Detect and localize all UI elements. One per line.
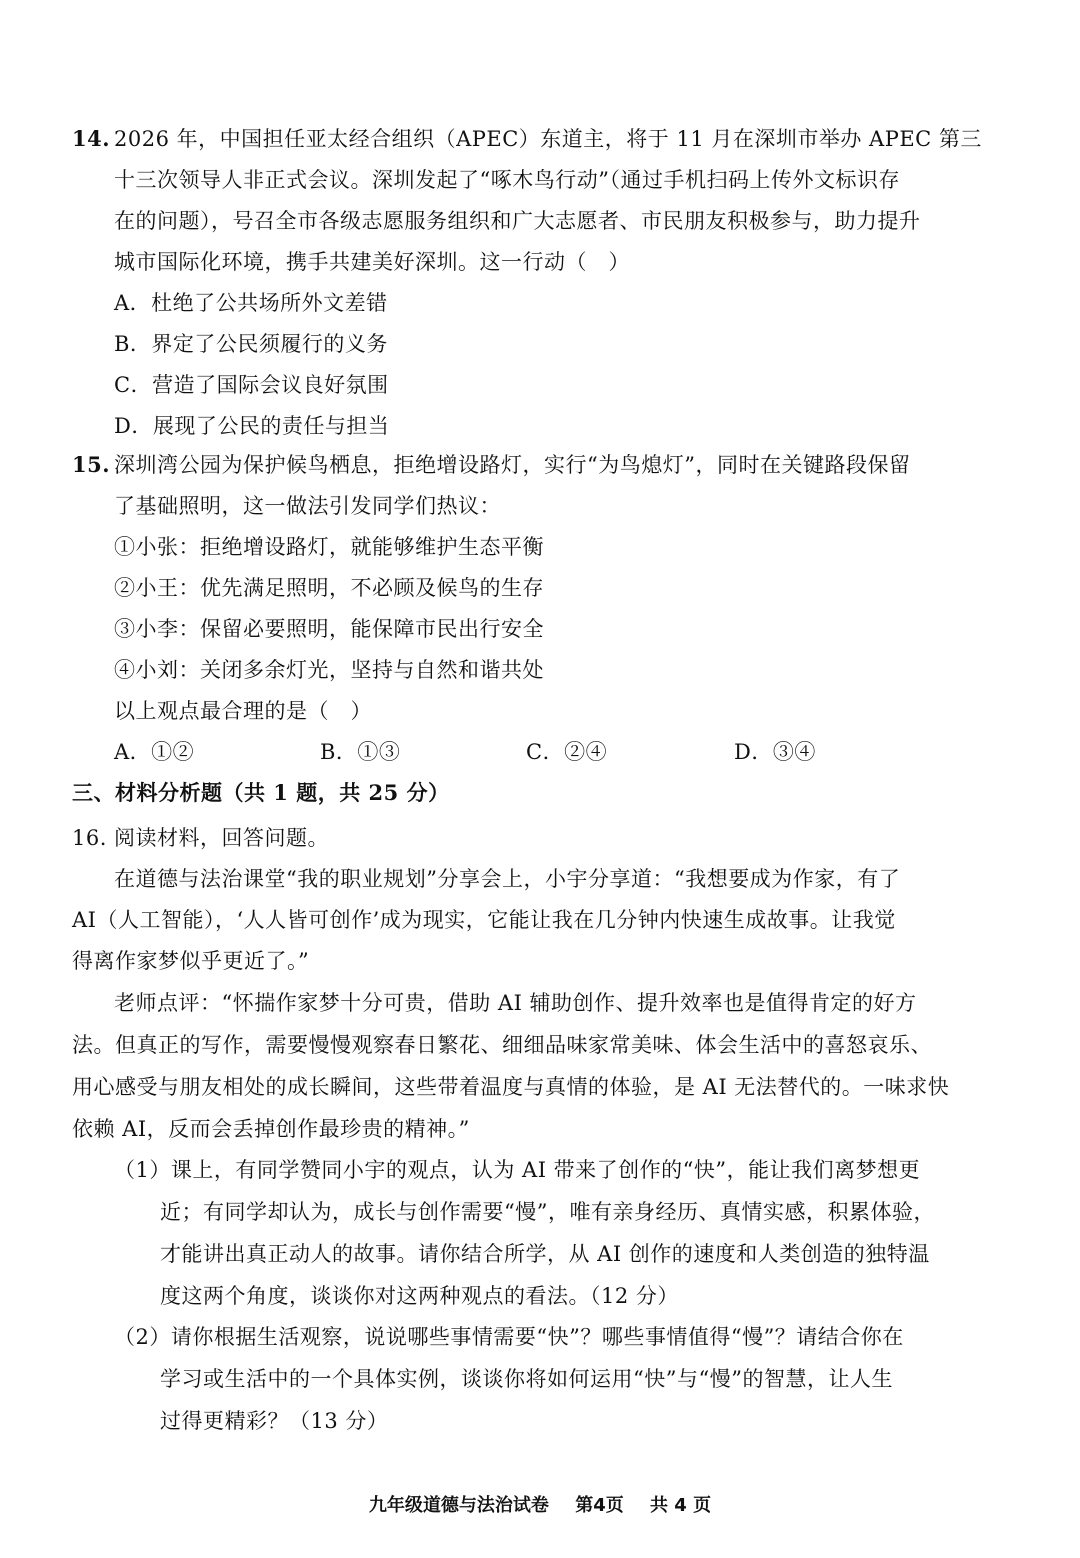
question-stem-line: 2026 年，中国担任亚太经合组织（APEC）东道主，将于 11 月在深圳市举办 APEC 第三 [114,127,982,151]
material-line: 依赖 AI，反而会丢掉创作最珍贵的精神。” [72,1117,470,1141]
sub-question-2-line: 学习或生活中的一个具体实例，谈谈你将如何运用“快”与“慢”的智慧，让人生 [160,1367,893,1391]
question-number: 14. [72,126,111,151]
sub-question-2-line: （2）请你根据生活观察，说说哪些事情需要“快”？哪些事情值得“慢”？请结合你在 [114,1325,904,1349]
question-prompt: 以上观点最合理的是（ ） [114,699,372,723]
question-number: 16. [72,826,107,850]
option-b: B．①③ [320,740,401,764]
sub-question-1-line: （1）课上，有同学赞同小宇的观点，认为 AI 带来了创作的“快”，能让我们离梦想更 [114,1158,921,1182]
option-c: C．②④ [526,740,608,764]
option-c: C．营造了国际会议良好氛围 [114,373,389,397]
option-b: B．界定了公民须履行的义务 [114,332,388,356]
material-line: AI（人工智能），‘人人皆可创作’成为现实，它能让我在几分钟内快速生成故事。让我觉 [72,908,896,932]
question-number: 15. [72,452,111,477]
option-d: D．展现了公民的责任与担当 [114,414,390,438]
question-stem-line: 了基础照明，这一做法引发同学们热议： [114,494,501,518]
question-stem-line: 城市国际化环境，携手共建美好深圳。这一行动（ ） [114,250,630,274]
option-a: A．杜绝了公共场所外文差错 [114,291,388,315]
material-line: 得离作家梦似乎更近了。” [72,949,310,973]
question-stem-line: 十三次领导人非正式会议。深圳发起了“啄木鸟行动”（通过手机扫码上传外文标识存 [114,168,900,192]
option-a: A．①② [114,740,195,764]
view-4: ④小刘：关闭多余灯光，坚持与自然和谐共处 [114,658,544,682]
view-1: ①小张：拒绝增设路灯，就能够维护生态平衡 [114,535,544,559]
sub-question-1-line: 度这两个角度，谈谈你对这两种观点的看法。（12 分） [160,1284,679,1308]
sub-question-2-line: 过得更精彩？（13 分） [160,1409,389,1433]
question-stem-line: 深圳湾公园为保护候鸟栖息，拒绝增设路灯，实行“为鸟熄灯”，同时在关键路段保留 [114,453,911,477]
section-heading: 三、材料分析题（共 1 题，共 25 分） [72,780,450,805]
material-line: 老师点评：“怀揣作家梦十分可贵，借助 AI 辅助创作、提升效率也是值得肯定的好方 [114,991,917,1015]
sub-question-1-line: 近；有同学却认为，成长与创作需要“慢”，唯有亲身经历、真情实感，积累体验， [160,1200,935,1224]
footer-total-pages: 共 4 页 [650,1495,712,1516]
question-intro: 阅读材料，回答问题。 [114,826,329,850]
view-2: ②小王：优先满足照明，不必顾及候鸟的生存 [114,576,544,600]
material-line: 在道德与法治课堂“我的职业规划”分享会上，小宇分享道：“我想要成为作家，有了 [114,867,901,891]
material-line: 用心感受与朋友相处的成长瞬间，这些带着温度与真情的体验，是 AI 无法替代的。一味求快 [72,1075,950,1099]
footer-page-number: 第4页 [575,1495,624,1516]
option-d: D．③④ [734,740,816,764]
question-stem-line: 在的问题），号召全市各级志愿服务组织和广大志愿者、市民朋友积极参与，助力提升 [114,209,921,233]
view-3: ③小李：保留必要照明，能保障市民出行安全 [114,617,544,641]
footer-title: 九年级道德与法治试卷 [368,1495,549,1516]
sub-question-1-line: 才能讲出真正动人的故事。请你结合所学，从 AI 创作的速度和人类创造的独特温 [160,1242,930,1266]
page-footer [0,1491,1080,1517]
material-line: 法。但真正的写作，需要慢慢观察春日繁花、细细品味家常美味、体会生活中的喜怒哀乐、 [72,1033,932,1057]
